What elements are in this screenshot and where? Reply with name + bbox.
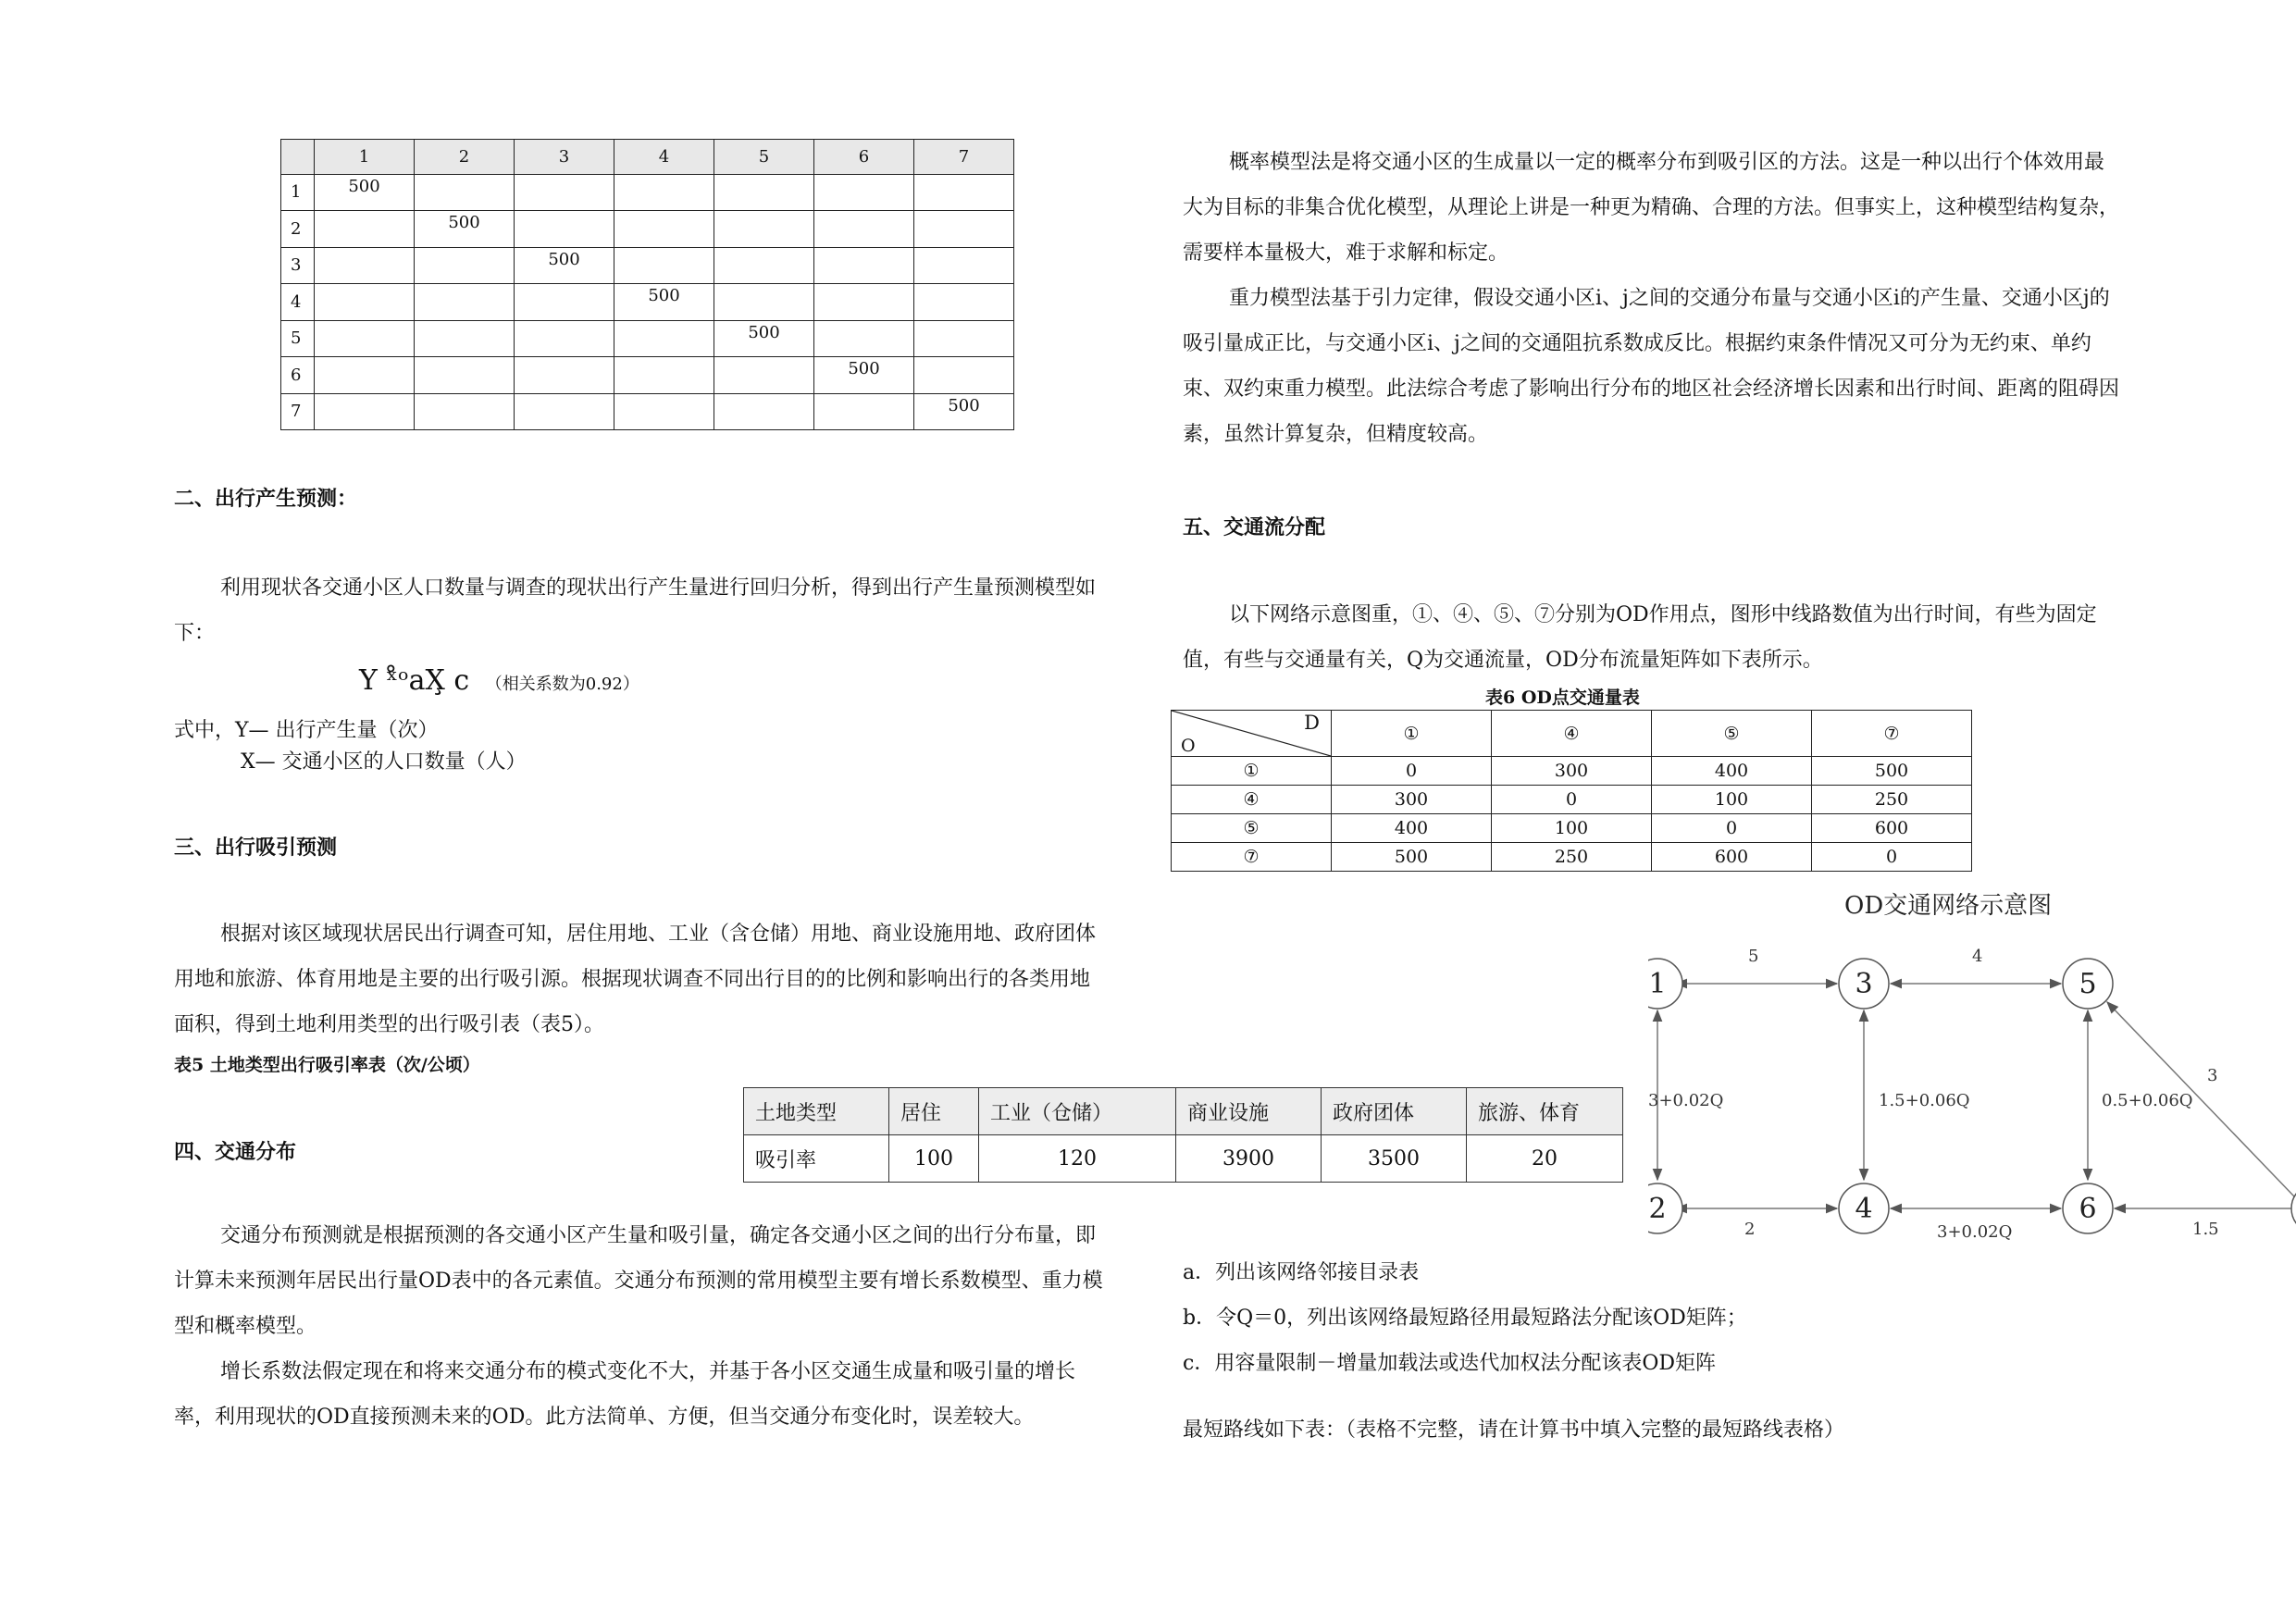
corner-d: D (1304, 712, 1320, 734)
matrix-cell (515, 174, 614, 211)
matrix-cell (814, 320, 914, 357)
matrix-col-header: 7 (914, 140, 1014, 175)
shortest-route-note: 最短路线如下表：（表格不完整，请在计算书中填入完整的最短路线表格） (1183, 1419, 1845, 1442)
section4-paragraphs (174, 1213, 1109, 1440)
matrix-cell (814, 174, 914, 211)
matrix-cell (315, 211, 415, 248)
table5 (743, 1087, 1623, 1183)
node-4 (1839, 1183, 1889, 1233)
t5-header: 旅游、体育 (1467, 1088, 1623, 1135)
network-title: OD交通网络示意图 (1844, 892, 2053, 920)
matrix-cell (415, 174, 515, 211)
t6-cell: 300 (1332, 786, 1492, 814)
t6-cell: 250 (1812, 786, 1972, 814)
table6 (1171, 710, 1972, 872)
matrix-cell (814, 247, 914, 284)
matrix-cell (515, 357, 614, 394)
label-e13: 5 (1748, 947, 1759, 966)
matrix-row-label: 3 (281, 247, 315, 284)
corner-o: O (1181, 736, 1196, 756)
matrix-row-label: 2 (281, 211, 315, 248)
t5-header: 居住 (889, 1088, 979, 1135)
matrix-cell (515, 211, 614, 248)
matrix-cell (714, 393, 814, 430)
section3-heading: 三、出行吸引预测 (174, 836, 338, 860)
matrix-cell (814, 211, 914, 248)
svg-text:2: 2 (1648, 1193, 1667, 1225)
matrix-col-header: 3 (515, 140, 614, 175)
matrix-cell (714, 211, 814, 248)
t5-header: 商业设施 (1176, 1088, 1322, 1135)
node-5 (2063, 959, 2113, 1009)
t6-corner (1172, 711, 1332, 757)
t6-col-header: ⑦ (1812, 711, 1972, 757)
matrix-cell (315, 393, 415, 430)
matrix-cell (714, 174, 814, 211)
t6-cell: 0 (1492, 786, 1652, 814)
matrix-cell (614, 247, 714, 284)
matrix-cell (315, 320, 415, 357)
t5-cell: 100 (889, 1135, 979, 1183)
matrix-cell: 500 (614, 284, 714, 321)
t6-col-header: ⑤ (1652, 711, 1812, 757)
corner-cell (281, 140, 315, 175)
matrix-cell (515, 284, 614, 321)
t6-row-label: ① (1172, 757, 1332, 786)
section4-heading: 四、交通分布 (174, 1140, 297, 1164)
matrix-cell (914, 211, 1014, 248)
matrix-cell (914, 174, 1014, 211)
matrix-row (281, 174, 1014, 211)
section2-paragraph: 利用现状各交通小区人口数量与调查的现状出行产生量进行回归分析，得到出行产生量预测模型如下： (174, 576, 1097, 645)
matrix-cell (614, 211, 714, 248)
svg-text:1: 1 (1648, 968, 1667, 1000)
gravity-model-para: 重力模型法基于引力定律，假设交通小区i、j之间的交通分布量与交通小区i的产生量、交通小区j的吸引量成正比，与交通小区i、j之间的交通阻抗系数成反比。根据约束条件情况又可分为无约束、单约束、双约束重力模型。此法综合考虑了影响出行分布的地区社会经济增长因素和出行时间、距离的阻碍因素，虽然计算复杂，但精度较高。 (1183, 287, 2120, 446)
matrix-cell (415, 357, 515, 394)
t6-row-label: ④ (1172, 786, 1332, 814)
matrix-row (281, 211, 1014, 248)
matrix-cell (614, 393, 714, 430)
t6-cell: 0 (1812, 843, 1972, 872)
t6-col-header: ④ (1492, 711, 1652, 757)
t6-cell: 300 (1492, 757, 1652, 786)
section4-para1: 交通分布预测就是根据预测的各交通小区产生量和吸引量，确定各交通小区之间的出行分布量，即计算未来预测年居民出行量OD表中的各元素值。交通分布预测的常用模型主要有增长系数模型、重力模型和概率模型。 (174, 1224, 1103, 1338)
t6-cell: 100 (1492, 814, 1652, 843)
section2-heading: 二、出行产生预测： (174, 487, 358, 511)
matrix-row (281, 357, 1014, 394)
matrix-col-header: 1 (315, 140, 415, 175)
matrix-cell (515, 393, 614, 430)
t6-cell: 600 (1652, 843, 1812, 872)
matrix-cell (315, 247, 415, 284)
matrix-cell (714, 357, 814, 394)
t5-cell: 3900 (1176, 1135, 1322, 1183)
svg-text:5: 5 (2079, 968, 2097, 1000)
matrix-cell (714, 247, 814, 284)
t6-cell: 400 (1652, 757, 1812, 786)
matrix-cell (714, 284, 814, 321)
matrix-cell: 500 (714, 320, 814, 357)
matrix-row-label: 6 (281, 357, 315, 394)
t6-cell: 250 (1492, 843, 1652, 872)
matrix-row-label: 5 (281, 320, 315, 357)
t5-header: 土地类型 (744, 1088, 889, 1135)
matrix-row-label: 4 (281, 284, 315, 321)
node-3 (1839, 959, 1889, 1009)
matrix-col-header: 5 (714, 140, 814, 175)
formula-expression: Y ˣ̊ᵒaX̧ c (359, 664, 470, 697)
matrix-row (281, 320, 1014, 357)
matrix-cell: 500 (914, 393, 1014, 430)
t5-header: 工业（仓储） (979, 1088, 1176, 1135)
label-e24: 2 (1744, 1220, 1756, 1239)
table5-caption: 表5 土地类型出行吸引率表（次/公顷） (174, 1055, 480, 1075)
task-a: a．列出该网络邻接目录表 (1183, 1261, 1420, 1284)
label-e34: 1.5+0.06Q (1879, 1091, 1970, 1110)
matrix-cell: 500 (814, 357, 914, 394)
matrix-cell (614, 357, 714, 394)
label-e57: 3 (2207, 1066, 2218, 1085)
matrix-row (281, 284, 1014, 321)
network-diagram (1648, 884, 2296, 1263)
matrix-row (281, 247, 1014, 284)
label-e67: 1.5 (2192, 1220, 2219, 1239)
section5-paragraph: 以下网络示意图重，①、④、⑤、⑦分别为OD作用点，图形中线路数值为出行时间，有些为固定值，有些与交通量有关，Q为交通流量，OD分布流量矩阵如下表所示。 (1183, 603, 2097, 672)
label-e46: 3+0.02Q (1937, 1222, 2013, 1242)
t6-cell: 500 (1332, 843, 1492, 872)
matrix-col-header: 6 (814, 140, 914, 175)
section5-heading: 五、交通流分配 (1183, 515, 1326, 539)
matrix-cell (914, 357, 1014, 394)
svg-text:6: 6 (2079, 1193, 2097, 1225)
matrix-cell (315, 284, 415, 321)
table6-caption: 表6 OD点交通量表 (1485, 688, 1640, 708)
t5-header: 政府团体 (1322, 1088, 1467, 1135)
matrix-row (281, 393, 1014, 430)
matrix-cell (914, 284, 1014, 321)
definition-y: 式中，Y— 出行产生量（次） (174, 719, 439, 742)
node-1 (1648, 959, 1682, 1009)
t6-col-header: ① (1332, 711, 1492, 757)
matrix-col-header: 4 (614, 140, 714, 175)
t5-cell: 20 (1467, 1135, 1623, 1183)
matrix-cell: 500 (515, 247, 614, 284)
right-top-paragraphs (1183, 140, 2119, 457)
matrix-cell (415, 247, 515, 284)
t6-cell: 400 (1332, 814, 1492, 843)
label-e12: 3+0.02Q (1648, 1091, 1724, 1110)
matrix-col-header: 2 (415, 140, 515, 175)
section3-paragraph: 根据对该区域现状居民出行调查可知，居住用地、工业（含仓储）用地、商业设施用地、政府团体用地和旅游、体育用地是主要的出行吸引源。根据现状调查不同出行目的的比例和影响出行的各类用地面积，得到土地利用类型的出行吸引表（表5）。 (174, 923, 1097, 1036)
section4-para2: 增长系数法假定现在和将来交通分布的模式变化不大，并基于各小区交通生成量和吸引量的增长率，利用现状的OD直接预测未来的OD。此方法简单、方便，但当交通分布变化时，误差较大。 (174, 1360, 1076, 1429)
t5-cell: 吸引率 (744, 1135, 889, 1183)
probability-model-para: 概率模型法是将交通小区的生成量以一定的概率分布到吸引区的方法。这是一种以出行个体效用最大为目标的非集合优化模型，从理论上讲是一种更为精确、合理的方法。但事实上，这种模型结构复杂，需要样本量极大，难于求解和标定。 (1183, 151, 2120, 265)
t5-cell: 3500 (1322, 1135, 1467, 1183)
label-e56: 0.5+0.06Q (2102, 1091, 2193, 1110)
t6-row-label: ⑦ (1172, 843, 1332, 872)
matrix-cell: 500 (315, 174, 415, 211)
t6-cell: 100 (1652, 786, 1812, 814)
node-6 (2063, 1183, 2113, 1233)
svg-text:3: 3 (1855, 968, 1873, 1000)
matrix-cell (614, 320, 714, 357)
matrix-row-label: 1 (281, 174, 315, 211)
definition-x: X— 交通小区的人口数量（人） (241, 750, 527, 774)
node-2 (1648, 1183, 1682, 1233)
task-c: c．用容量限制－增量加载法或迭代加权法分配该表OD矩阵 (1183, 1352, 1716, 1375)
matrix-cell (814, 393, 914, 430)
matrix-cell (415, 393, 515, 430)
t6-cell: 0 (1652, 814, 1812, 843)
label-e35: 4 (1972, 947, 1983, 966)
matrix-cell (614, 174, 714, 211)
matrix-row-label: 7 (281, 393, 315, 430)
t6-row-label: ⑤ (1172, 814, 1332, 843)
node-7-partial (2291, 1183, 2296, 1233)
t6-cell: 600 (1812, 814, 1972, 843)
t6-cell: 0 (1332, 757, 1492, 786)
svg-text:4: 4 (1855, 1193, 1873, 1225)
t5-cell: 120 (979, 1135, 1176, 1183)
matrix-table (280, 139, 1014, 430)
matrix-cell (415, 320, 515, 357)
t6-cell: 500 (1812, 757, 1972, 786)
matrix-cell (914, 247, 1014, 284)
matrix-cell (415, 284, 515, 321)
matrix-cell (515, 320, 614, 357)
matrix-cell (814, 284, 914, 321)
matrix-cell (315, 357, 415, 394)
formula (359, 664, 639, 697)
matrix-cell (914, 320, 1014, 357)
task-b: b．令Q＝0，列出该网络最短路径用最短路法分配该OD矩阵； (1183, 1307, 1747, 1330)
formula-note: （相关系数为0.92） (485, 675, 639, 694)
matrix-cell: 500 (415, 211, 515, 248)
